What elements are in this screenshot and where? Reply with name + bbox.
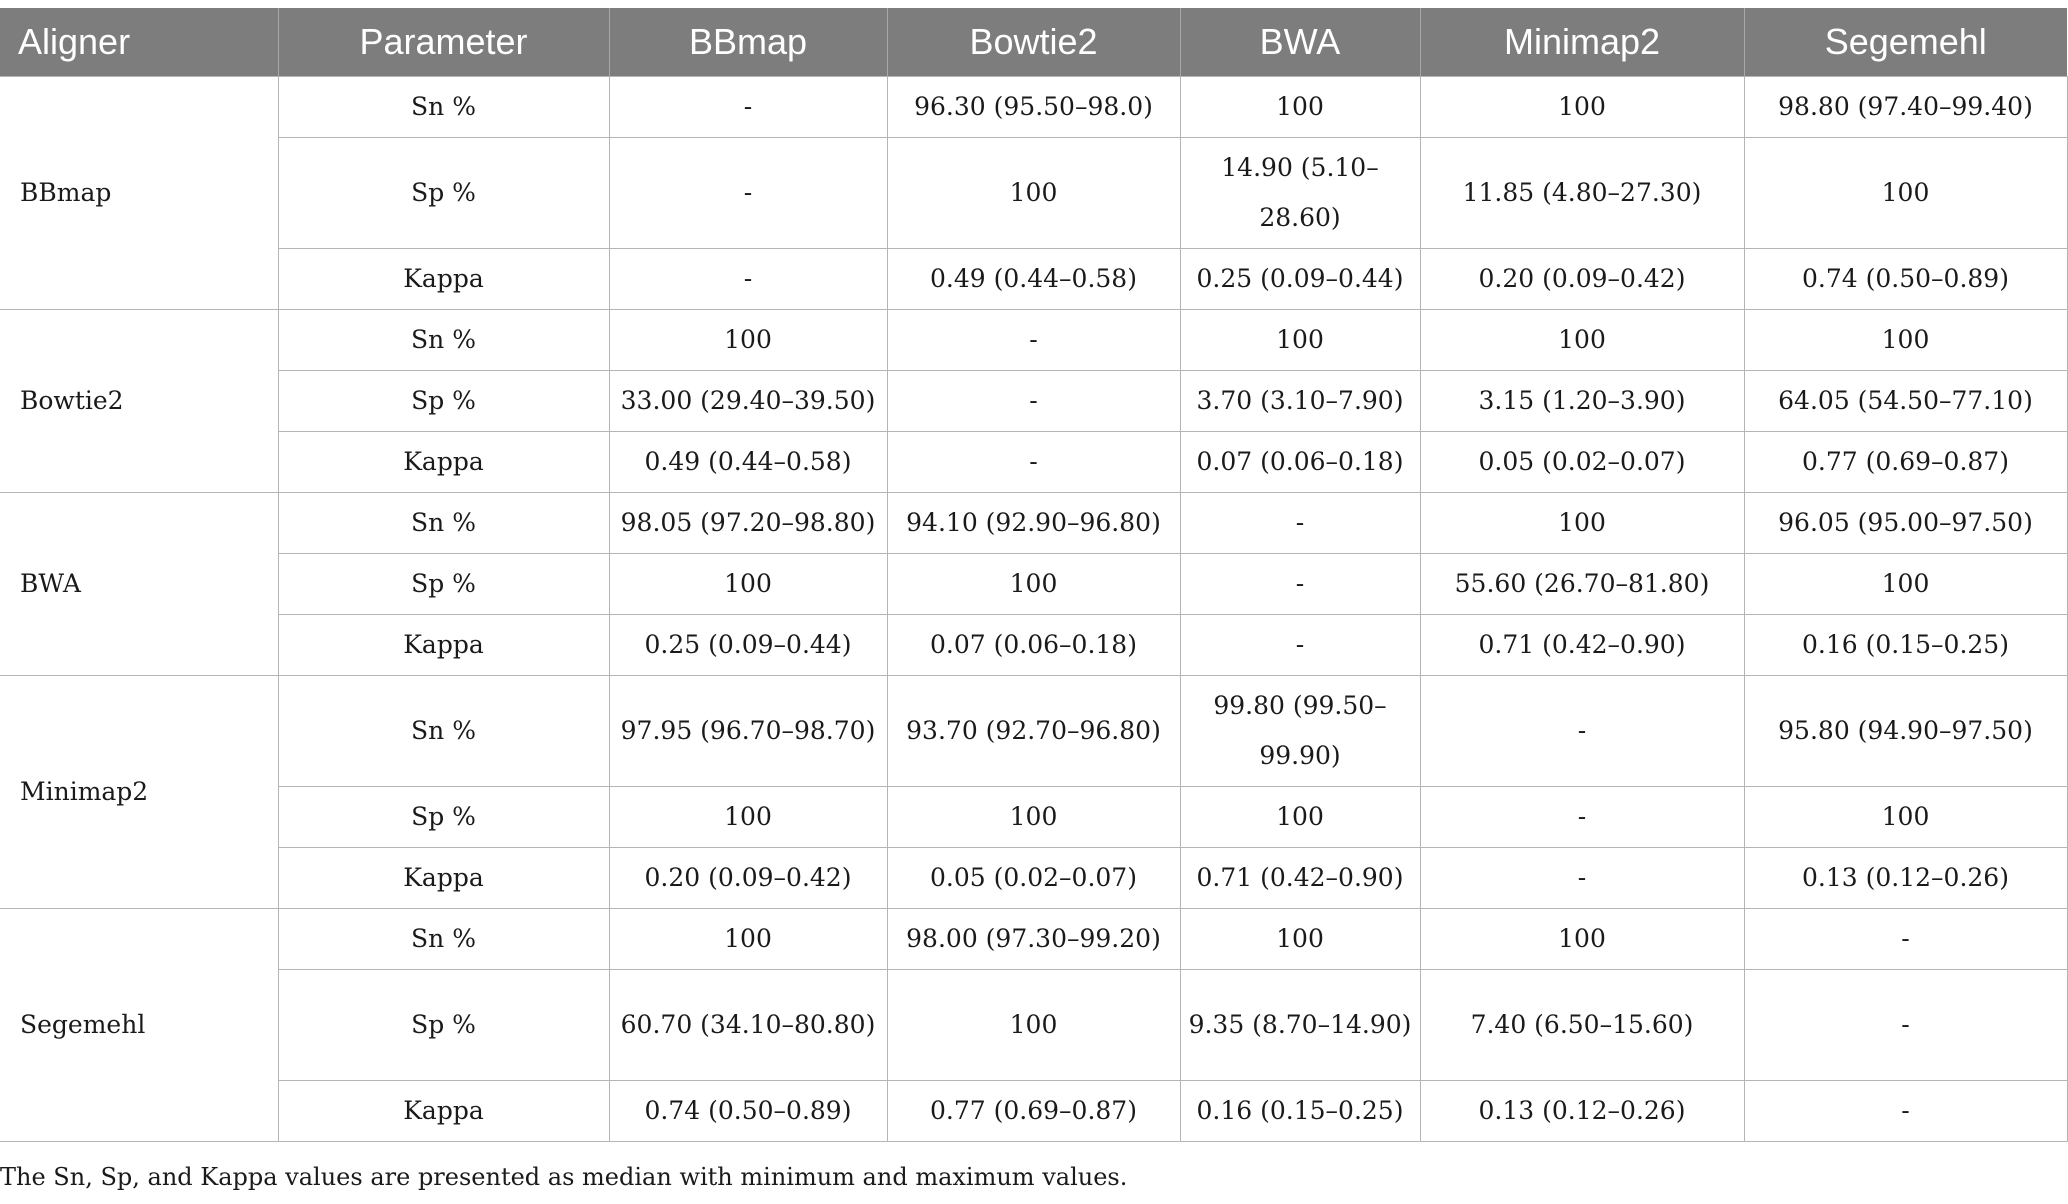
value-cell: 11.85 (4.80–27.30) bbox=[1420, 138, 1744, 249]
value-cell: 97.95 (96.70–98.70) bbox=[609, 676, 887, 787]
value-cell: 9.35 (8.70–14.90) bbox=[1180, 970, 1420, 1081]
table-row bbox=[0, 432, 2067, 493]
value-cell: 98.80 (97.40–99.40) bbox=[1744, 77, 2067, 138]
value-cell: 64.05 (54.50–77.10) bbox=[1744, 371, 2067, 432]
value-cell: - bbox=[1180, 554, 1420, 615]
value-cell: 100 bbox=[1744, 787, 2067, 848]
value-cell: 33.00 (29.40–39.50) bbox=[609, 371, 887, 432]
value-cell: 96.05 (95.00–97.50) bbox=[1744, 493, 2067, 554]
value-cell: 3.15 (1.20–3.90) bbox=[1420, 371, 1744, 432]
value-cell: 0.20 (0.09–0.42) bbox=[1420, 249, 1744, 310]
value-cell: - bbox=[887, 310, 1180, 371]
value-cell: 0.20 (0.09–0.42) bbox=[609, 848, 887, 909]
value-cell: 100 bbox=[609, 554, 887, 615]
table-body bbox=[0, 77, 2067, 1142]
header-row bbox=[0, 8, 2067, 77]
value-cell: 0.07 (0.06–0.18) bbox=[887, 615, 1180, 676]
value-cell: - bbox=[1180, 615, 1420, 676]
value-cell: 100 bbox=[887, 554, 1180, 615]
value-cell: 100 bbox=[1744, 138, 2067, 249]
value-cell: - bbox=[1744, 1081, 2067, 1142]
value-cell: 93.70 (92.70–96.80) bbox=[887, 676, 1180, 787]
table-row bbox=[0, 371, 2067, 432]
value-cell: 98.00 (97.30–99.20) bbox=[887, 909, 1180, 970]
table-row bbox=[0, 615, 2067, 676]
parameter-cell: Sn % bbox=[278, 310, 609, 371]
value-cell: 100 bbox=[609, 310, 887, 371]
value-cell: 100 bbox=[1420, 909, 1744, 970]
value-cell: 100 bbox=[1180, 787, 1420, 848]
value-cell: - bbox=[887, 432, 1180, 493]
comparison-table bbox=[0, 8, 2068, 1142]
value-cell: 0.16 (0.15–0.25) bbox=[1744, 615, 2067, 676]
value-cell: 100 bbox=[1180, 310, 1420, 371]
aligner-cell: BWA bbox=[0, 493, 278, 676]
value-cell: 94.10 (92.90–96.80) bbox=[887, 493, 1180, 554]
value-cell: 0.13 (0.12–0.26) bbox=[1420, 1081, 1744, 1142]
value-cell: 0.49 (0.44–0.58) bbox=[609, 432, 887, 493]
value-cell: 100 bbox=[1180, 77, 1420, 138]
parameter-cell: Kappa bbox=[278, 249, 609, 310]
value-cell: - bbox=[1420, 676, 1744, 787]
value-cell: 0.74 (0.50–0.89) bbox=[609, 1081, 887, 1142]
value-cell: 100 bbox=[1744, 554, 2067, 615]
value-cell: 99.80 (99.50–99.90) bbox=[1180, 676, 1420, 787]
value-cell: 0.05 (0.02–0.07) bbox=[1420, 432, 1744, 493]
parameter-cell: Sp % bbox=[278, 371, 609, 432]
parameter-cell: Sp % bbox=[278, 554, 609, 615]
value-cell: 7.40 (6.50–15.60) bbox=[1420, 970, 1744, 1081]
parameter-cell: Sp % bbox=[278, 970, 609, 1081]
table-row bbox=[0, 909, 2067, 970]
value-cell: 0.77 (0.69–0.87) bbox=[887, 1081, 1180, 1142]
table-row bbox=[0, 676, 2067, 787]
aligner-cell: Minimap2 bbox=[0, 676, 278, 909]
parameter-cell: Sn % bbox=[278, 493, 609, 554]
value-cell: 0.77 (0.69–0.87) bbox=[1744, 432, 2067, 493]
value-cell: 100 bbox=[1744, 310, 2067, 371]
value-cell: 100 bbox=[1420, 493, 1744, 554]
parameter-cell: Sn % bbox=[278, 909, 609, 970]
header-bbmap: BBmap bbox=[609, 8, 887, 77]
value-cell: - bbox=[609, 77, 887, 138]
value-cell: 95.80 (94.90–97.50) bbox=[1744, 676, 2067, 787]
table-row bbox=[0, 970, 2067, 1081]
parameter-cell: Kappa bbox=[278, 615, 609, 676]
value-cell: 3.70 (3.10–7.90) bbox=[1180, 371, 1420, 432]
value-cell: 100 bbox=[609, 909, 887, 970]
table-row bbox=[0, 848, 2067, 909]
value-cell: 100 bbox=[887, 970, 1180, 1081]
table-row bbox=[0, 787, 2067, 848]
value-cell: 60.70 (34.10–80.80) bbox=[609, 970, 887, 1081]
value-cell: 100 bbox=[887, 787, 1180, 848]
value-cell: 55.60 (26.70–81.80) bbox=[1420, 554, 1744, 615]
parameter-cell: Sn % bbox=[278, 77, 609, 138]
table-caption: The Sn, Sp, and Kappa values are presented as median with minimum and maximum values. bbox=[0, 1163, 1128, 1191]
value-cell: 0.71 (0.42–0.90) bbox=[1180, 848, 1420, 909]
header-bwa: BWA bbox=[1180, 8, 1420, 77]
header-aligner: Aligner bbox=[0, 8, 278, 77]
value-cell: 14.90 (5.10–28.60) bbox=[1180, 138, 1420, 249]
parameter-cell: Sn % bbox=[278, 676, 609, 787]
header-minimap2: Minimap2 bbox=[1420, 8, 1744, 77]
value-cell: 0.05 (0.02–0.07) bbox=[887, 848, 1180, 909]
value-cell: - bbox=[887, 371, 1180, 432]
parameter-cell: Sp % bbox=[278, 138, 609, 249]
table-row bbox=[0, 493, 2067, 554]
table-row bbox=[0, 138, 2067, 249]
value-cell: - bbox=[1744, 970, 2067, 1081]
value-cell: 100 bbox=[609, 787, 887, 848]
parameter-cell: Kappa bbox=[278, 848, 609, 909]
table-row bbox=[0, 1081, 2067, 1142]
value-cell: 0.16 (0.15–0.25) bbox=[1180, 1081, 1420, 1142]
value-cell: 100 bbox=[1420, 77, 1744, 138]
parameter-cell: Kappa bbox=[278, 1081, 609, 1142]
table-row bbox=[0, 310, 2067, 371]
value-cell: - bbox=[1180, 493, 1420, 554]
header-bowtie2: Bowtie2 bbox=[887, 8, 1180, 77]
value-cell: 0.25 (0.09–0.44) bbox=[1180, 249, 1420, 310]
parameter-cell: Kappa bbox=[278, 432, 609, 493]
value-cell: 100 bbox=[887, 138, 1180, 249]
value-cell: 100 bbox=[1420, 310, 1744, 371]
value-cell: 0.71 (0.42–0.90) bbox=[1420, 615, 1744, 676]
value-cell: 0.07 (0.06–0.18) bbox=[1180, 432, 1420, 493]
value-cell: 0.74 (0.50–0.89) bbox=[1744, 249, 2067, 310]
table-row bbox=[0, 77, 2067, 138]
value-cell: - bbox=[1744, 909, 2067, 970]
value-cell: 98.05 (97.20–98.80) bbox=[609, 493, 887, 554]
parameter-cell: Sp % bbox=[278, 787, 609, 848]
aligner-cell: BBmap bbox=[0, 77, 278, 310]
table-row bbox=[0, 554, 2067, 615]
aligner-cell: Segemehl bbox=[0, 909, 278, 1142]
table-row bbox=[0, 249, 2067, 310]
value-cell: - bbox=[1420, 848, 1744, 909]
value-cell: 100 bbox=[1180, 909, 1420, 970]
value-cell: 96.30 (95.50–98.0) bbox=[887, 77, 1180, 138]
value-cell: - bbox=[609, 249, 887, 310]
header-segemehl: Segemehl bbox=[1744, 8, 2067, 77]
aligner-cell: Bowtie2 bbox=[0, 310, 278, 493]
value-cell: - bbox=[1420, 787, 1744, 848]
header-parameter: Parameter bbox=[278, 8, 609, 77]
value-cell: - bbox=[609, 138, 887, 249]
value-cell: 0.49 (0.44–0.58) bbox=[887, 249, 1180, 310]
value-cell: 0.25 (0.09–0.44) bbox=[609, 615, 887, 676]
value-cell: 0.13 (0.12–0.26) bbox=[1744, 848, 2067, 909]
